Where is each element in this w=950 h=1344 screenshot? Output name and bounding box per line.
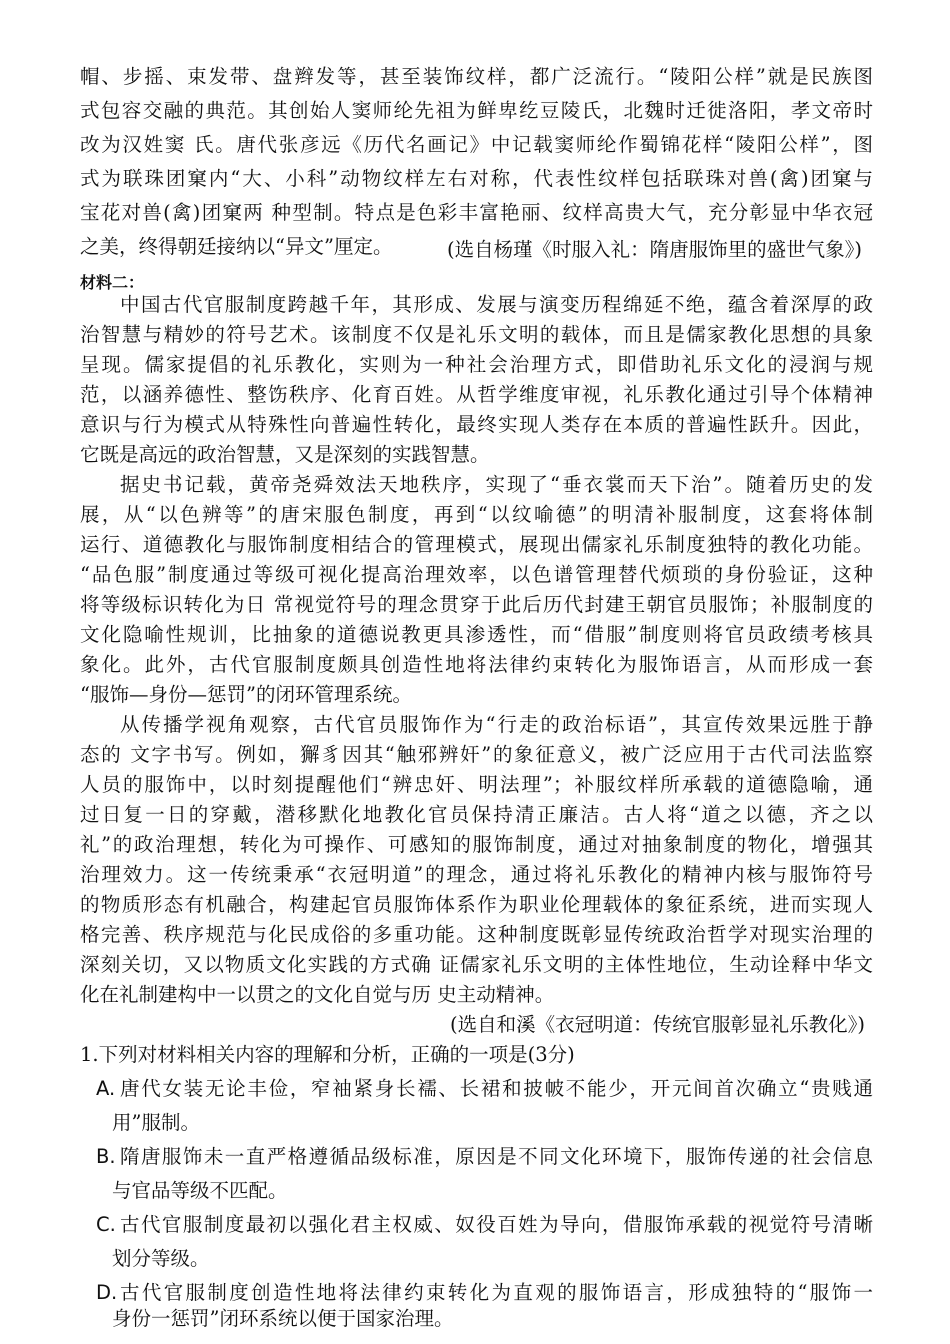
material2-source: (选自和溪《衣冠明道：传统官服彰显礼乐教化》) [450,1013,865,1036]
option-text-line: 隋唐服饰未一直严格遵循品级标准，原因是不同文化环境下，服饰传递的社会信息 [120,1145,873,1168]
text-line: 治理效力。这一传统秉承“衣冠明道”的理念，通过将礼乐教化的精神内核与服饰符号 [80,863,873,886]
text-line: 从传播学视角观察，古代官员服饰作为“行走的政治标语”，其宣传效果远胜于静 [120,713,873,736]
text-line: 将等级标识转化为日 常视觉符号的理念贯穿于此后历代封建王朝官员服饰；补服制度的 [80,593,873,616]
text-line: 它既是高远的政治智慧，又是深刻的实践智慧。 [80,443,490,466]
option-letter: B. [96,1145,116,1168]
text-line: 的物质形态有机融合，构建起官员服饰体系作为职业伦理载体的象征系统，进而实现人 [80,893,873,916]
text-line: 式包容交融的典范。其创始人窦师纶先祖为鲜卑纥豆陵氏，北魏时迁徙洛阳，孝文帝时 [80,99,873,122]
option-letter: D. [96,1281,118,1304]
option-letter: C. [96,1213,116,1236]
option-text-line: 身份一惩罚”闭环系统以便于国家治理。 [112,1307,454,1330]
text-line: 据史书记载，黄帝尧舜效法天地秩序，实现了“垂衣裳而天下治”。随着历史的发 [120,473,873,496]
text-line: 象化。此外，古代官服制度颇具创造性地将法律约束转化为服饰语言，从而形成一套 [80,653,873,676]
text-line: 中国古代官服制度跨越千年，其形成、发展与演变历程绵延不绝，蕴含着深厚的政 [120,293,873,316]
text-line: 礼”的政治理想，转化为可操作、可感知的服饰制度，通过对抽象制度的物化，增强其 [80,833,873,856]
option-text-line: 古代官服制度最初以强化君主权威、奴役百姓为导向，借服饰承载的视觉符号清晰 [120,1213,873,1236]
material2-heading: 材料二： [80,273,145,292]
text-line: 深刻关切，又以物质文化实践的方式确 证儒家礼乐文明的主体性地位，生动诠释中华文 [80,953,873,976]
text-line: 式为联珠团窠内“大、小科”动物纹样左右对称，代表性纹样包括联珠对兽(禽)团窠与 [80,167,873,190]
option-text-line: 与官品等级不匹配。 [112,1179,288,1202]
text-line: 人员的服饰中，以时刻提醒他们“辨忠奸、明法理”；补服纹样所承载的道德隐喻，通 [80,773,873,796]
option-text-line: 唐代女装无论丰俭，窄袖紧身长襦、长裙和披帔不能少，开元间首次确立“贵贱通 [120,1077,873,1100]
text-line: 过日复一日的穿戴，潜移默化地教化官员保持清正廉洁。古人将“道之以德，齐之以 [80,803,873,826]
text-line: 改为汉姓窦 氏。唐代张彦远《历代名画记》中记载窦师纶作蜀锦花样“陵阳公样”，图 [80,133,873,156]
text-line: 运行、道德教化与服饰制度相结合的管理模式，展现出儒家礼乐制度独特的教化功能。 [80,533,873,556]
text-line: “服饰—身份—惩罚”的闭环管理系统。 [80,683,412,706]
question-stem: 1.下列对材料相关内容的理解和分析，正确的一项是(3分) [80,1043,575,1066]
option-text-line: 用”服制。 [112,1111,200,1134]
text-line: 帽、步摇、束发带、盘辫发等，甚至装饰纹样，都广泛流行。“陵阳公样”就是民族图 [80,65,873,88]
text-line: 治智慧与精妙的符号艺术。该制度不仅是礼乐文明的载体，而且是儒家教化思想的具象 [80,323,873,346]
text-line: 宝花对兽(禽)团窠两 种型制。特点是色彩丰富艳丽、纹样高贵大气，充分彰显中华衣冠 [80,201,873,224]
text-line: 格完善、秩序规范与化民成俗的多重功能。这种制度既彰显传统政治哲学对现实治理的 [80,923,873,946]
text-line: “品色服”制度通过等级可视化提高治理效率，以色谱管理替代烦琐的身份验证，这种 [80,563,873,586]
text-line: 呈现。儒家提倡的礼乐教化，实则为一种社会治理方式，即借助礼乐文化的浸润与规 [80,353,873,376]
option-text-line: 古代官服制度创造性地将法律约束转化为直观的服饰语言，形成独特的“服饰一 [120,1281,873,1304]
option-text-line: 划分等级。 [112,1247,210,1270]
text-line: 化在礼制建构中一以贯之的文化自觉与历 史主动精神。 [80,983,555,1006]
option-letter: A. [96,1077,116,1100]
text-line: 范，以涵养德性、整饬秩序、化育百姓。从哲学维度审视，礼乐教化通过引导个体精神 [80,383,873,406]
text-line: 展，从“以色辨等”的唐宋服色制度，再到“以纹喻德”的明清补服制度，这套将体制 [80,503,873,526]
material1-source: (选自杨瑾《时服入礼：隋唐服饰里的盛世气象》) [447,238,862,261]
text-line: 态的 文字书写。例如，獬豸因其“触邪辨奸”的象征意义，被广泛应用于古代司法监察 [80,743,873,766]
text-line: 之美，终得朝廷接纳以“异文”厘定。 [80,235,393,258]
text-line: 意识与行为模式从特殊性向普遍性转化，最终实现人类存在本质的普遍性跃升。因此， [80,413,873,436]
text-line: 文化隐喻性规训，比抽象的道德说教更具渗透性，而“借服”制度则将官员政绩考核具 [80,623,873,646]
